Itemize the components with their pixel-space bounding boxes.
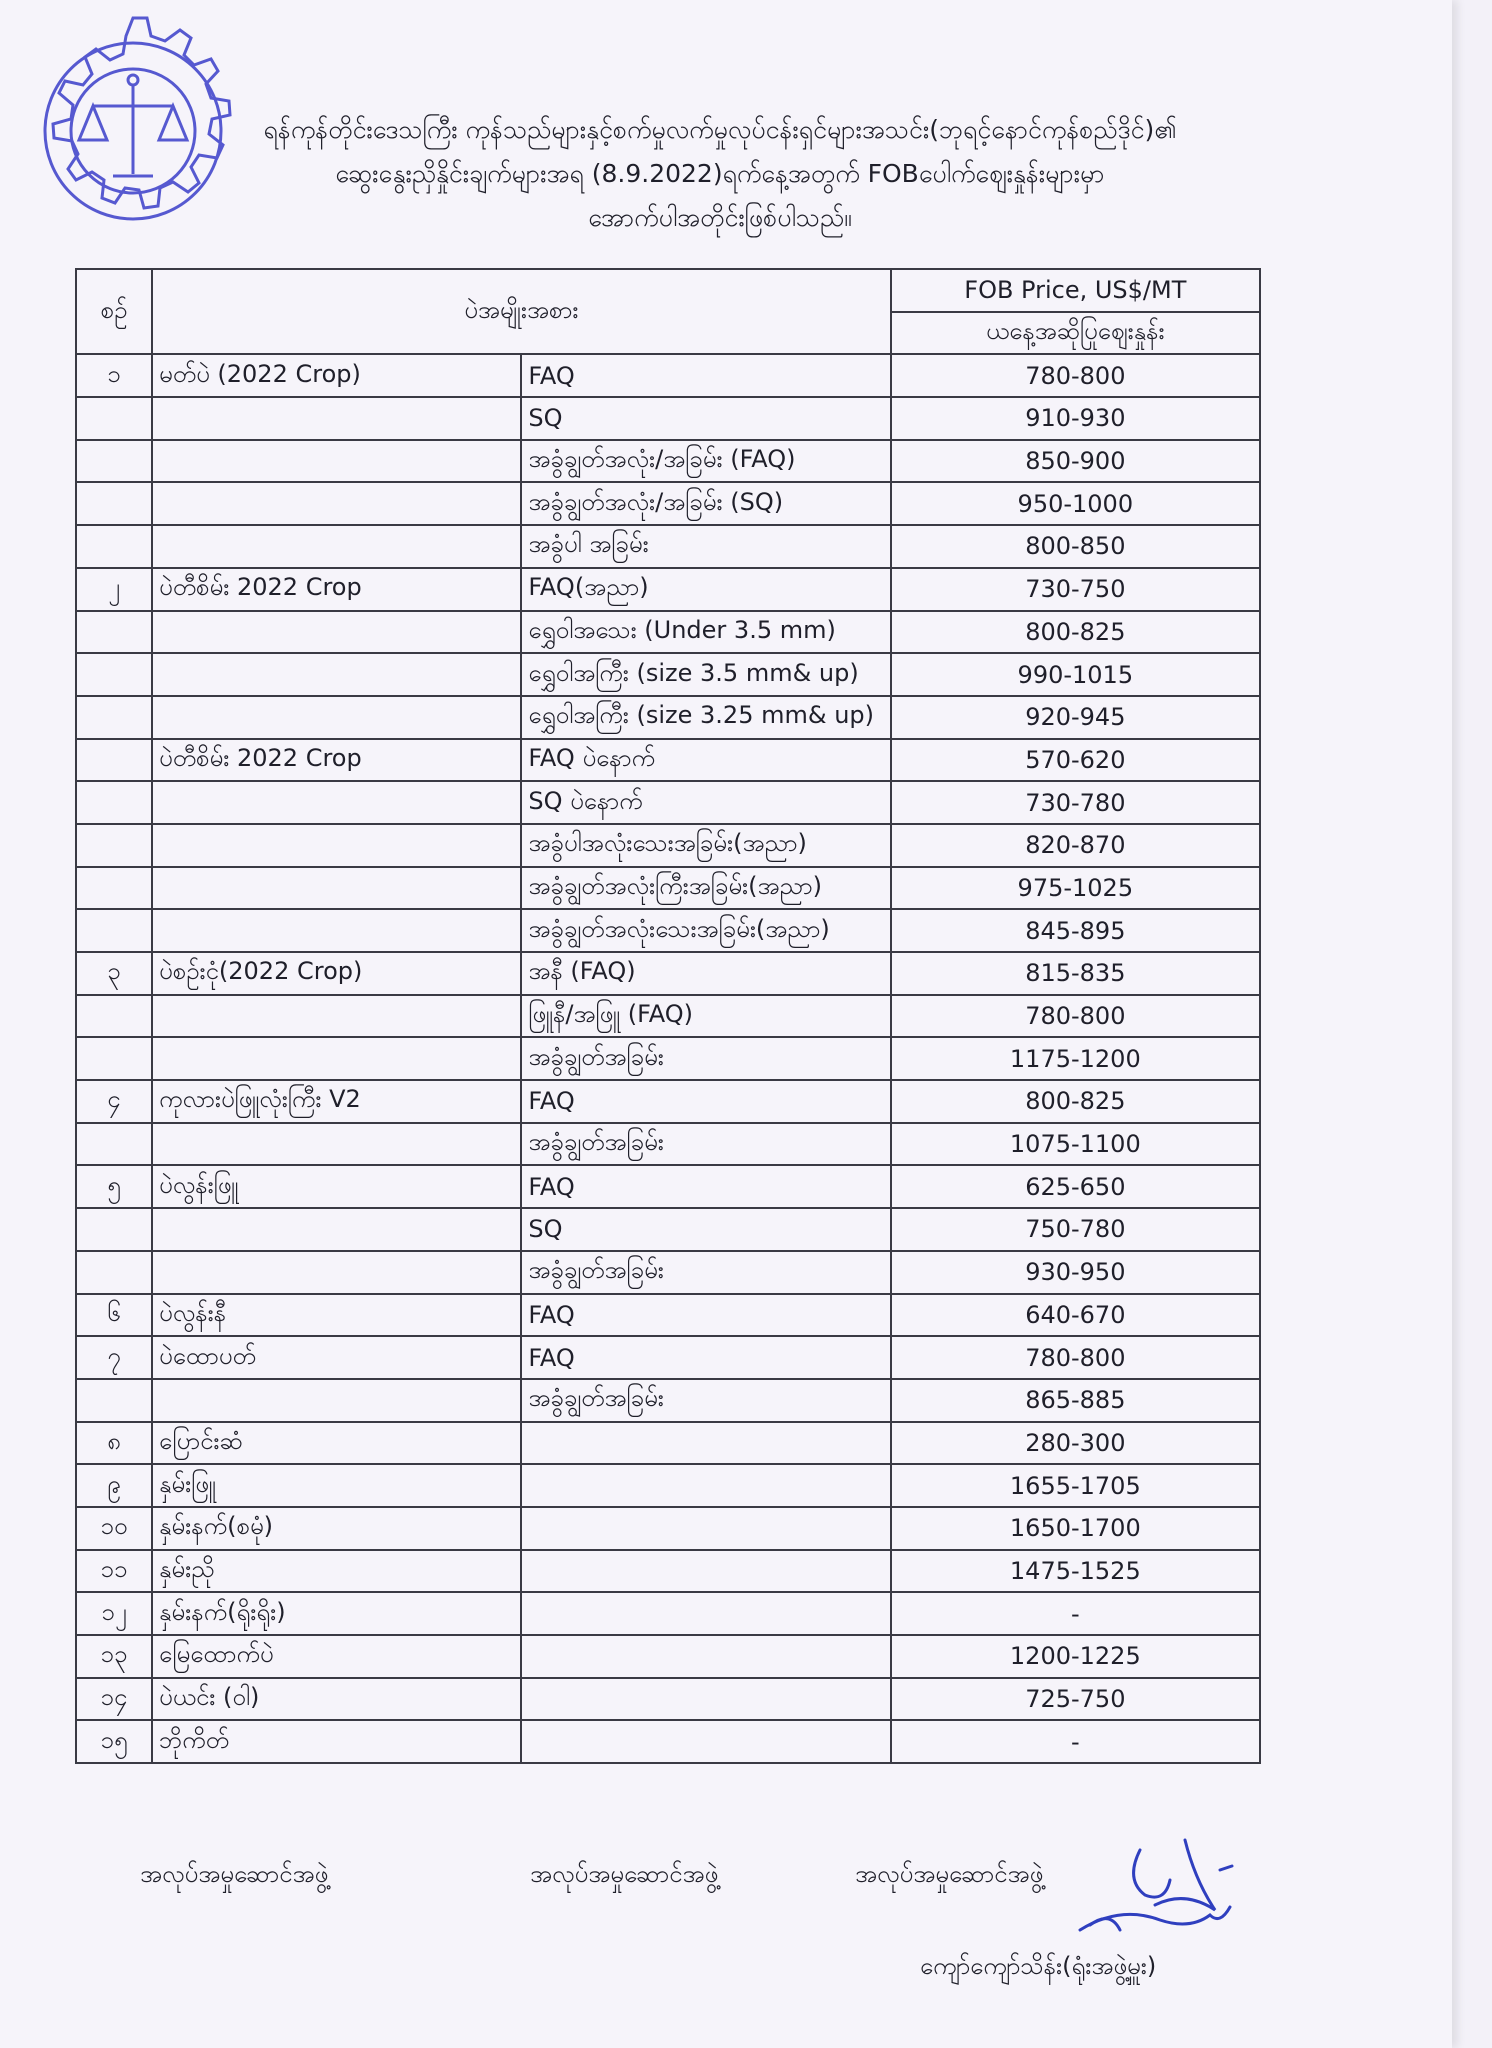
row-grade: FAQ	[521, 354, 890, 397]
column-header-price: FOB Price, US$/MT	[891, 269, 1260, 312]
row-grade	[521, 1720, 890, 1763]
row-price: 570-620	[891, 739, 1260, 782]
row-grade: ရွှေဝါအသေး (Under 3.5 mm)	[521, 611, 890, 654]
row-price: 625-650	[891, 1165, 1260, 1208]
row-number: ၁	[76, 354, 152, 397]
table-row	[76, 611, 1260, 654]
row-item	[152, 440, 521, 483]
row-grade: အခွံချွတ်အလုံး/အခြမ်း (SQ)	[521, 482, 890, 525]
column-header-item: ပဲအမျိုးအစား	[152, 269, 891, 354]
row-number	[76, 739, 152, 782]
row-item: ကုလားပဲဖြူလုံးကြီး V2	[152, 1080, 521, 1123]
row-price: -	[891, 1720, 1260, 1763]
row-item: နှမ်းနက်(စမုံ)	[152, 1507, 521, 1550]
row-grade: အနီ (FAQ)	[521, 952, 890, 995]
table-row	[76, 909, 1260, 952]
table-row	[76, 653, 1260, 696]
table-row	[76, 1379, 1260, 1422]
table-row	[76, 995, 1260, 1038]
table-row	[76, 1720, 1260, 1763]
row-grade	[521, 1550, 890, 1593]
row-grade: SQ ပဲနောက်	[521, 781, 890, 824]
table-row	[76, 1422, 1260, 1465]
row-number: ၈	[76, 1422, 152, 1465]
table-row	[76, 1037, 1260, 1080]
row-price: 780-800	[891, 995, 1260, 1038]
row-number	[76, 824, 152, 867]
row-number: ၃	[76, 952, 152, 995]
row-price: 800-850	[891, 525, 1260, 568]
header-line-3: အောက်ပါအတိုင်းဖြစ်ပါသည်။	[588, 203, 852, 232]
row-grade	[521, 1464, 890, 1507]
row-item: ပဲလွန်းနီ	[152, 1294, 521, 1337]
table-row	[76, 1507, 1260, 1550]
row-price: 800-825	[891, 1080, 1260, 1123]
row-number: ၄	[76, 1080, 152, 1123]
footer-sign-1: အလုပ်အမှုဆောင်အဖွဲ့	[140, 1860, 329, 1888]
row-price: 975-1025	[891, 867, 1260, 910]
row-price: 820-870	[891, 824, 1260, 867]
row-price: 730-780	[891, 781, 1260, 824]
row-price: 780-800	[891, 1336, 1260, 1379]
table-row	[76, 1592, 1260, 1635]
table-row	[76, 568, 1260, 611]
row-item: ပဲတီစိမ်း 2022 Crop	[152, 568, 521, 611]
row-grade: အခွံချွတ်အခြမ်း	[521, 1251, 890, 1294]
row-number: ၁၁	[76, 1550, 152, 1593]
table-row	[76, 1165, 1260, 1208]
row-number	[76, 1251, 152, 1294]
column-header-no: စဉ်	[76, 269, 152, 354]
table-row	[76, 440, 1260, 483]
row-grade	[521, 1422, 890, 1465]
row-price: 1175-1200	[891, 1037, 1260, 1080]
row-number	[76, 1123, 152, 1166]
table-row	[76, 867, 1260, 910]
row-number: ၆	[76, 1294, 152, 1337]
row-number: ၁၀	[76, 1507, 152, 1550]
row-number	[76, 525, 152, 568]
price-table	[75, 268, 1261, 1764]
row-price: 750-780	[891, 1208, 1260, 1251]
row-number: ၅	[76, 1165, 152, 1208]
row-grade: FAQ	[521, 1165, 890, 1208]
row-number	[76, 867, 152, 910]
row-number: ၁၂	[76, 1592, 152, 1635]
table-row	[76, 1635, 1260, 1678]
row-grade: SQ	[521, 397, 890, 440]
row-price: 1075-1100	[891, 1123, 1260, 1166]
row-item	[152, 1251, 521, 1294]
row-item	[152, 653, 521, 696]
row-item: ပဲလွန်းဖြူ	[152, 1165, 521, 1208]
row-price: 1200-1225	[891, 1635, 1260, 1678]
table-row	[76, 1123, 1260, 1166]
row-price: 815-835	[891, 952, 1260, 995]
table-row	[76, 739, 1260, 782]
row-item: မတ်ပဲ (2022 Crop)	[152, 354, 521, 397]
row-number	[76, 440, 152, 483]
row-number	[76, 611, 152, 654]
row-grade: FAQ	[521, 1080, 890, 1123]
row-grade: အခွံချွတ်အလုံးကြီးအခြမ်း(အညာ)	[521, 867, 890, 910]
row-grade: ရွှေဝါအကြီး (size 3.5 mm& up)	[521, 653, 890, 696]
column-header-price-sub: ယနေ့အဆိုပြုဈေးနှုန်း	[891, 312, 1260, 355]
row-item: ပဲယင်း (ဝါ)	[152, 1678, 521, 1721]
header-line-1: ရန်ကုန်တိုင်းဒေသကြီး ကုန်သည်များနှင့်စက်မှုလက်မှုလုပ်ငန်းရှင်များအသင်း(ဘုရင့်နောင်ကုန်စည်ဒိုင်)၏	[263, 115, 1177, 144]
table-row	[76, 1251, 1260, 1294]
row-item	[152, 525, 521, 568]
row-item	[152, 781, 521, 824]
row-price: 730-750	[891, 568, 1260, 611]
row-price: 1475-1525	[891, 1550, 1260, 1593]
table-row	[76, 1550, 1260, 1593]
row-price: 1655-1705	[891, 1464, 1260, 1507]
row-number	[76, 909, 152, 952]
row-price: 845-895	[891, 909, 1260, 952]
row-item	[152, 696, 521, 739]
row-grade: အခွံချွတ်အခြမ်း	[521, 1123, 890, 1166]
signer-name: ကျော်ကျော်သိန်း(ရုံးအဖွဲ့မှူး)	[920, 1952, 1157, 1980]
row-price: 640-670	[891, 1294, 1260, 1337]
row-number: ၁၅	[76, 1720, 152, 1763]
row-item	[152, 824, 521, 867]
row-item	[152, 909, 521, 952]
row-item	[152, 611, 521, 654]
row-grade: FAQ	[521, 1336, 890, 1379]
row-item	[152, 1379, 521, 1422]
row-number	[76, 1208, 152, 1251]
row-grade: ရွှေဝါအကြီး (size 3.25 mm& up)	[521, 696, 890, 739]
row-grade: အခွံချွတ်အခြမ်း	[521, 1037, 890, 1080]
row-price: 930-950	[891, 1251, 1260, 1294]
row-item: ပဲစဉ်းငုံ(2022 Crop)	[152, 952, 521, 995]
row-number: ၁၃	[76, 1635, 152, 1678]
table-row	[76, 1080, 1260, 1123]
row-number: ၇	[76, 1336, 152, 1379]
row-price: 990-1015	[891, 653, 1260, 696]
row-item: ပြောင်းဆံ	[152, 1422, 521, 1465]
row-price: 950-1000	[891, 482, 1260, 525]
row-grade: SQ	[521, 1208, 890, 1251]
row-item: ပဲတီစိမ်း 2022 Crop	[152, 739, 521, 782]
table-row	[76, 1336, 1260, 1379]
row-number: ၂	[76, 568, 152, 611]
table-row	[76, 354, 1260, 397]
row-item: နှမ်းနက်(ရိုးရိုး)	[152, 1592, 521, 1635]
row-item	[152, 1037, 521, 1080]
row-item	[152, 482, 521, 525]
row-item: ပဲထောပတ်	[152, 1336, 521, 1379]
row-number	[76, 1037, 152, 1080]
row-price: 920-945	[891, 696, 1260, 739]
row-number	[76, 482, 152, 525]
table-row	[76, 696, 1260, 739]
footer-sign-3: အလုပ်အမှုဆောင်အဖွဲ့	[855, 1860, 1044, 1888]
table-row	[76, 952, 1260, 995]
row-item	[152, 397, 521, 440]
table-header-row	[76, 269, 1260, 312]
row-number	[76, 1379, 152, 1422]
row-grade: FAQ	[521, 1294, 890, 1337]
row-grade: အခွံချွတ်အခြမ်း	[521, 1379, 890, 1422]
row-item: ဘိုကိတ်	[152, 1720, 521, 1763]
row-grade	[521, 1678, 890, 1721]
table-row	[76, 781, 1260, 824]
row-price: 865-885	[891, 1379, 1260, 1422]
row-price: 280-300	[891, 1422, 1260, 1465]
row-grade: အခွံချွတ်အလုံး/အခြမ်း (FAQ)	[521, 440, 890, 483]
document-header	[90, 108, 1350, 240]
row-number	[76, 397, 152, 440]
row-item: မြေထောက်ပဲ	[152, 1635, 521, 1678]
row-grade	[521, 1635, 890, 1678]
header-line-2: ဆွေးနွေးညှိနှိုင်းချက်များအရ (8.9.2022)ရက်နေ့အတွက် FOBပေါက်ဈေးနှုန်းများမှာ	[335, 159, 1105, 188]
row-grade: FAQ(အညာ)	[521, 568, 890, 611]
signature-icon	[1070, 1830, 1270, 1960]
row-grade	[521, 1592, 890, 1635]
row-item: နှမ်းညို	[152, 1550, 521, 1593]
row-price: 1650-1700	[891, 1507, 1260, 1550]
row-item	[152, 995, 521, 1038]
row-price: 910-930	[891, 397, 1260, 440]
row-grade: ဖြူနီ/အဖြူ (FAQ)	[521, 995, 890, 1038]
row-item	[152, 1208, 521, 1251]
row-number	[76, 696, 152, 739]
row-grade: အခွံချွတ်အလုံးသေးအခြမ်း(အညာ)	[521, 909, 890, 952]
row-grade: အခွံပါအလုံးသေးအခြမ်း(အညာ)	[521, 824, 890, 867]
row-number: ၁၄	[76, 1678, 152, 1721]
row-price: 725-750	[891, 1678, 1260, 1721]
row-price: 850-900	[891, 440, 1260, 483]
row-price: 800-825	[891, 611, 1260, 654]
row-grade	[521, 1507, 890, 1550]
row-grade: အခွံပါ အခြမ်း	[521, 525, 890, 568]
table-row	[76, 1208, 1260, 1251]
table-row	[76, 1678, 1260, 1721]
row-number	[76, 781, 152, 824]
row-item: နှမ်းဖြူ	[152, 1464, 521, 1507]
row-price: 780-800	[891, 354, 1260, 397]
row-number	[76, 653, 152, 696]
row-number: ၉	[76, 1464, 152, 1507]
table-body	[76, 354, 1260, 1763]
table-row	[76, 525, 1260, 568]
row-grade: FAQ ပဲနောက်	[521, 739, 890, 782]
row-item	[152, 867, 521, 910]
table-row	[76, 824, 1260, 867]
row-number	[76, 995, 152, 1038]
table-row	[76, 397, 1260, 440]
footer-sign-2: အလုပ်အမှုဆောင်အဖွဲ့	[530, 1860, 719, 1888]
row-item	[152, 1123, 521, 1166]
table-row	[76, 482, 1260, 525]
row-price: -	[891, 1592, 1260, 1635]
table-row	[76, 1464, 1260, 1507]
table-row	[76, 1294, 1260, 1337]
